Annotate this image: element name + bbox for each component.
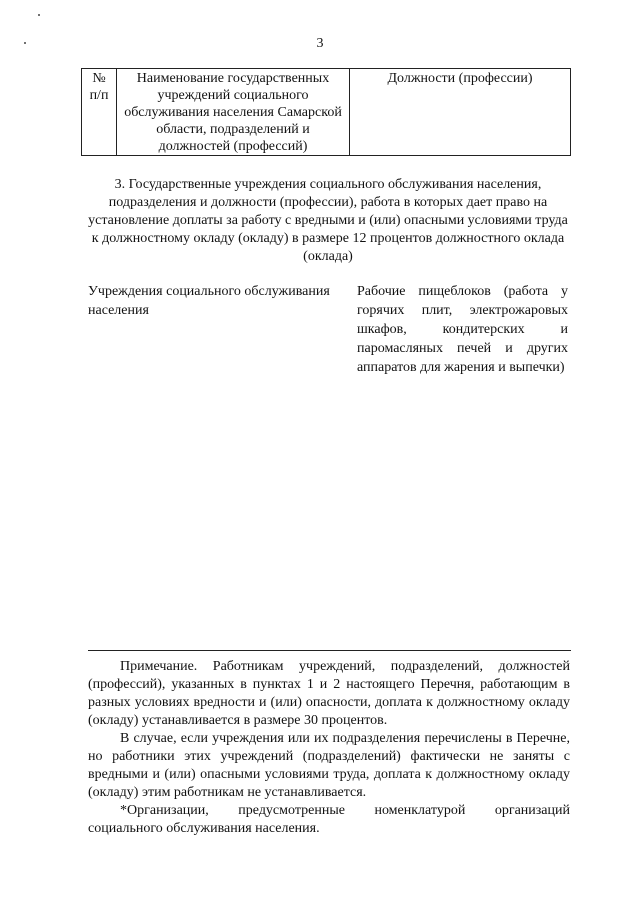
column-header-positions: Должности (профессии) — [350, 69, 571, 156]
footnote: *Организации, предусмотренные номенклатурой организаций социального обслуживания населения. — [88, 803, 570, 836]
table-header-row — [82, 69, 571, 156]
entry-institution: Учреждения социального обслуживания населения — [88, 284, 330, 318]
column-header-institution-name: Наименование государственных учреждений социального обслуживания населения Самарской области, подразделений и должностей (профессий) — [117, 69, 350, 156]
section-heading: 3. Государственные учреждения социального обслуживания населения, подразделения и должности (профессии), работа в которых дает право на установление доплаты за работу с вредными и (или) опасными условиями труда к должностному окладу (окладу) в размере 12 процентов должностного оклада (оклада) — [88, 177, 568, 264]
column-header-number: № п/п — [82, 69, 117, 156]
notes-block — [88, 658, 570, 838]
table-header — [81, 68, 571, 156]
page-number: 3 — [316, 36, 324, 51]
divider — [88, 650, 571, 651]
note-paragraph: Примечание. Работникам учреждений, подразделений, должностей (профессий), указанных в пунктах 1 и 2 настоящего Перечня, работающим в разных условиях вредности и (или) опасности, доплата к должностному окладу (окладу) устанавливается в размере 30 процентов. — [88, 659, 570, 728]
note-paragraph: В случае, если учреждения или их подразделения перечислены в Перечне, но работники этих учреждений (подразделений) фактически не заняты с вредными и (или) опасными условиями труда, доплата к должностному окладу (окладу) этим работникам не устанавливается. — [88, 731, 570, 800]
entry-positions: Рабочие пищеблоков (работа у горячих плит, электрожаровых шкафов, кондитерских и паромасляных печей и других аппаратов для жарения и выпечки) — [357, 284, 568, 375]
scan-speck — [38, 14, 40, 16]
